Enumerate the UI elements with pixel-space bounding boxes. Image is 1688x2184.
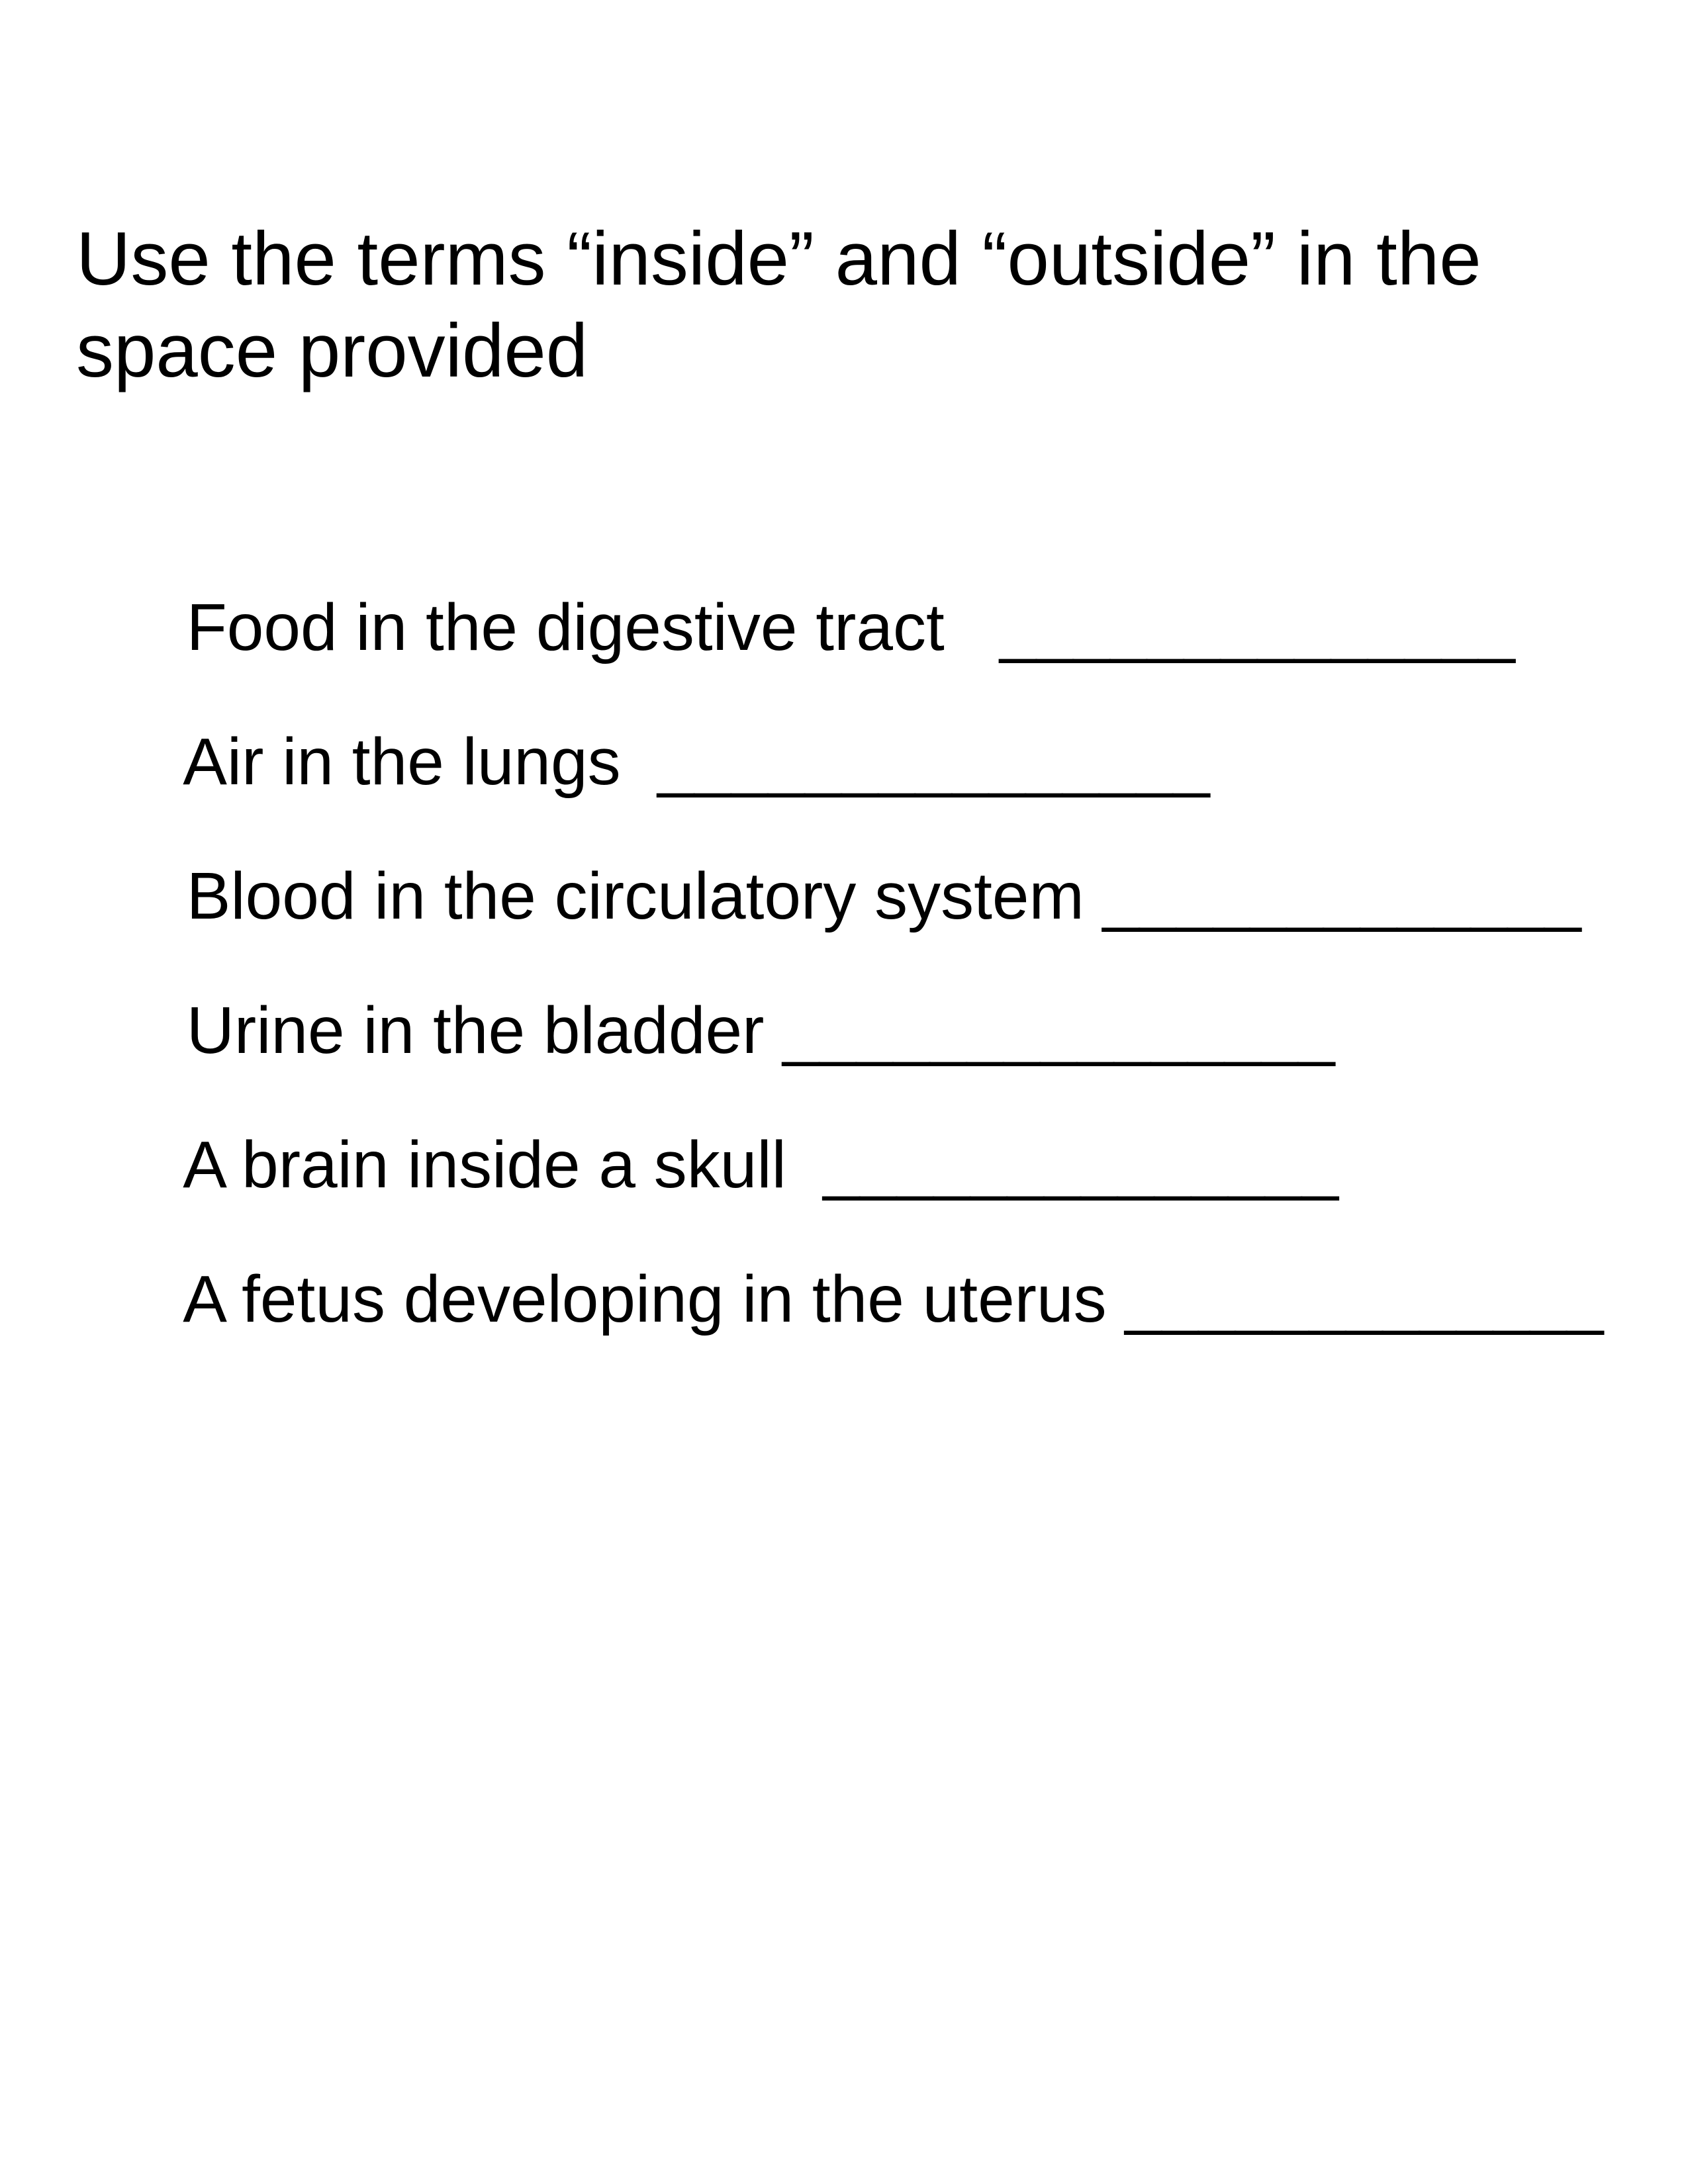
question-text: Air in the lungs	[183, 725, 658, 799]
question-text: A fetus developing in the uterus	[183, 1262, 1125, 1336]
answer-blank[interactable]: _______________	[782, 993, 1335, 1068]
answer-blank[interactable]: ______________	[823, 1128, 1338, 1202]
instruction-line-1: Use the terms “inside” and “outside” in the	[76, 217, 1481, 301]
question-item	[76, 508, 1603, 664]
question-text: A brain inside a skull	[183, 1128, 823, 1202]
question-text: Urine in the bladder	[186, 993, 783, 1068]
answer-blank[interactable]: _______________	[657, 725, 1210, 799]
answer-blank[interactable]: ______________	[1000, 590, 1515, 664]
question-list	[76, 508, 1604, 1336]
question-text: Food in the digestive tract	[186, 590, 1000, 664]
instruction-heading	[76, 213, 1566, 397]
question-text: Blood in the circulatory system	[186, 859, 1103, 933]
answer-blank[interactable]: _____________	[1102, 859, 1581, 933]
instruction-line-2: space provided	[76, 309, 588, 393]
answer-blank[interactable]: _____________	[1125, 1262, 1604, 1336]
